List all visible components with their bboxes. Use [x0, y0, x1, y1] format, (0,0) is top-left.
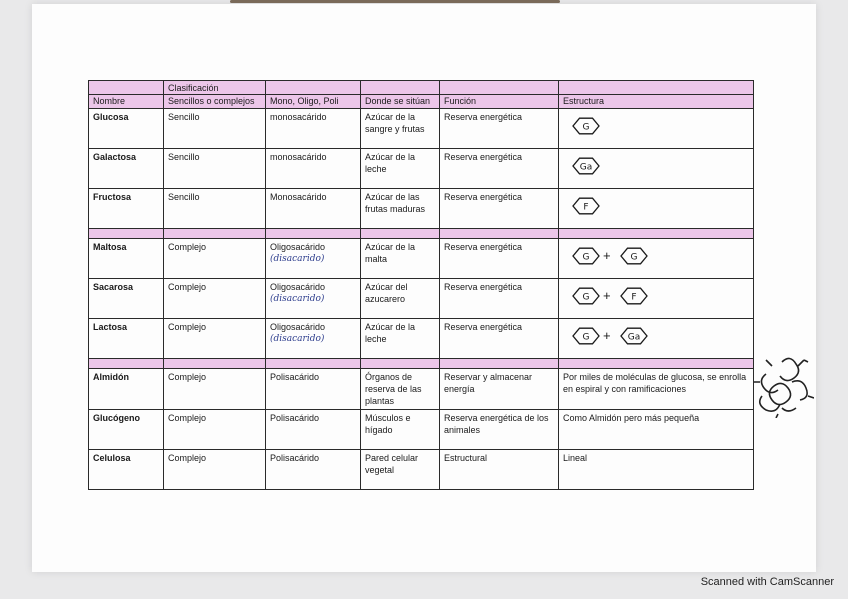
cell-tipo: Sencillo: [164, 189, 266, 229]
carbohydrate-table: [88, 80, 754, 490]
cell-tipo: Complejo: [164, 410, 266, 450]
cell-nombre: Maltosa: [89, 239, 164, 279]
separator-cell: [440, 229, 559, 239]
structure-diagram: [563, 241, 683, 271]
handwritten-note: (disacarido): [270, 254, 325, 264]
cell-clase: [266, 109, 361, 149]
cell-clase: [266, 149, 361, 189]
cell-donde: Azúcar de la leche: [361, 319, 440, 359]
structure-diagram: [563, 151, 683, 181]
clase-text: Polisacárido: [270, 372, 320, 382]
handwritten-note: (disacarido): [270, 294, 325, 304]
separator-cell: [559, 359, 754, 369]
cell-tipo: Complejo: [164, 450, 266, 490]
table-row: [89, 319, 754, 359]
handwritten-note: (disacarido): [270, 334, 325, 344]
cell-estructura: Por miles de moléculas de glucosa, se enrolla en espiral y con ramificaciones: [559, 369, 754, 410]
section-separator-row: [89, 229, 754, 239]
handdrawn-starch-icon: [752, 352, 814, 418]
clase-text: Oligosacárido: [270, 322, 326, 332]
table-row: [89, 109, 754, 149]
cell-tipo: Complejo: [164, 319, 266, 359]
table-row: [89, 369, 754, 410]
table-row: [89, 279, 754, 319]
clase-text: Polisacárido: [270, 453, 320, 463]
clase-text: Polisacárido: [270, 413, 320, 423]
cell-estructura: [559, 239, 754, 279]
structure-diagram: [563, 321, 683, 351]
cell-donde: Azúcar de la malta: [361, 239, 440, 279]
cell-clase: [266, 189, 361, 229]
table-row: [89, 189, 754, 229]
table-row: [89, 410, 754, 450]
separator-cell: [361, 359, 440, 369]
separator-cell: [164, 359, 266, 369]
cell-funcion: Reserva energética de los animales: [440, 410, 559, 450]
separator-cell: [266, 359, 361, 369]
sugar-symbol: G: [582, 332, 590, 343]
cell-tipo: Sencillo: [164, 149, 266, 189]
cell-nombre: Celulosa: [89, 450, 164, 490]
cell-nombre: Glucosa: [89, 109, 164, 149]
cell-estructura: [559, 189, 754, 229]
cell-nombre: Lactosa: [89, 319, 164, 359]
separator-cell: [361, 229, 440, 239]
cell-donde: Azúcar de las frutas maduras: [361, 189, 440, 229]
separator-cell: [440, 359, 559, 369]
cell-estructura: [559, 149, 754, 189]
plus-sign: +: [603, 328, 611, 343]
header-empty-cell: [559, 81, 754, 95]
clase-text: monosacárido: [270, 112, 327, 122]
structure-diagram: [563, 111, 683, 141]
clase-text: Oligosacárido: [270, 282, 326, 292]
header-estructura: Estructura: [559, 95, 754, 109]
cell-donde: Músculos e hígado: [361, 410, 440, 450]
plus-sign: +: [603, 248, 611, 263]
separator-cell: [266, 229, 361, 239]
cell-estructura: [559, 109, 754, 149]
cell-estructura: Lineal: [559, 450, 754, 490]
cell-clase: [266, 239, 361, 279]
cell-nombre: Sacarosa: [89, 279, 164, 319]
section-separator-row: [89, 359, 754, 369]
cell-funcion: Reserva energética: [440, 319, 559, 359]
header-clasificacion: Clasificación: [164, 81, 266, 95]
clase-text: Monosacárido: [270, 192, 327, 202]
table-row: [89, 450, 754, 490]
separator-cell: [559, 229, 754, 239]
sugar-symbol: Ga: [627, 332, 641, 343]
cell-nombre: Galactosa: [89, 149, 164, 189]
cell-funcion: Reserva energética: [440, 149, 559, 189]
cell-tipo: Complejo: [164, 279, 266, 319]
page-edge-shadow: [230, 0, 560, 3]
cell-clase: [266, 369, 361, 410]
separator-cell: [164, 229, 266, 239]
cell-tipo: Complejo: [164, 369, 266, 410]
header-sencillos: Sencillos o complejos: [164, 95, 266, 109]
cell-funcion: Estructural: [440, 450, 559, 490]
cell-tipo: Complejo: [164, 239, 266, 279]
sugar-symbol: Ga: [579, 162, 593, 173]
cell-donde: Azúcar del azucarero: [361, 279, 440, 319]
header-donde: Donde se sitúan: [361, 95, 440, 109]
cell-clase: [266, 410, 361, 450]
header-nombre: Nombre: [89, 95, 164, 109]
cell-funcion: Reservar y almacenar energía: [440, 369, 559, 410]
cell-estructura: Como Almidón pero más pequeña: [559, 410, 754, 450]
cell-funcion: Reserva energética: [440, 239, 559, 279]
header-empty-cell: [440, 81, 559, 95]
clase-text: Oligosacárido: [270, 242, 326, 252]
separator-cell: [89, 359, 164, 369]
clase-text: monosacárido: [270, 152, 327, 162]
cell-nombre: Almidón: [89, 369, 164, 410]
sugar-symbol: F: [583, 202, 589, 213]
cell-funcion: Reserva energética: [440, 109, 559, 149]
table-row: [89, 149, 754, 189]
plus-sign: +: [603, 288, 611, 303]
header-funcion: Función: [440, 95, 559, 109]
cell-nombre: Glucógeno: [89, 410, 164, 450]
header-empty-cell: [361, 81, 440, 95]
cell-funcion: Reserva energética: [440, 279, 559, 319]
cell-clase: [266, 319, 361, 359]
cell-donde: Órganos de reserva de las plantas: [361, 369, 440, 410]
header-mono: Mono, Oligo, Poli: [266, 95, 361, 109]
cell-tipo: Sencillo: [164, 109, 266, 149]
scanner-watermark: Scanned with CamScanner: [700, 576, 834, 588]
cell-donde: Azúcar de la sangre y frutas: [361, 109, 440, 149]
sugar-symbol: G: [582, 292, 590, 303]
cell-estructura: [559, 279, 754, 319]
header-row-2: [89, 95, 754, 109]
sugar-symbol: G: [582, 122, 590, 133]
cell-donde: Pared celular vegetal: [361, 450, 440, 490]
separator-cell: [89, 229, 164, 239]
cell-estructura: [559, 319, 754, 359]
structure-diagram: [563, 191, 683, 221]
sugar-symbol: F: [631, 292, 637, 303]
cell-donde: Azúcar de la leche: [361, 149, 440, 189]
cell-clase: [266, 279, 361, 319]
structure-diagram: [563, 281, 683, 311]
cell-nombre: Fructosa: [89, 189, 164, 229]
sugar-symbol: G: [630, 252, 638, 263]
header-empty-cell: [266, 81, 361, 95]
header-row-1: [89, 81, 754, 95]
sugar-symbol: G: [582, 252, 590, 263]
table-row: [89, 239, 754, 279]
header-empty-cell: [89, 81, 164, 95]
cell-funcion: Reserva energética: [440, 189, 559, 229]
cell-clase: [266, 450, 361, 490]
